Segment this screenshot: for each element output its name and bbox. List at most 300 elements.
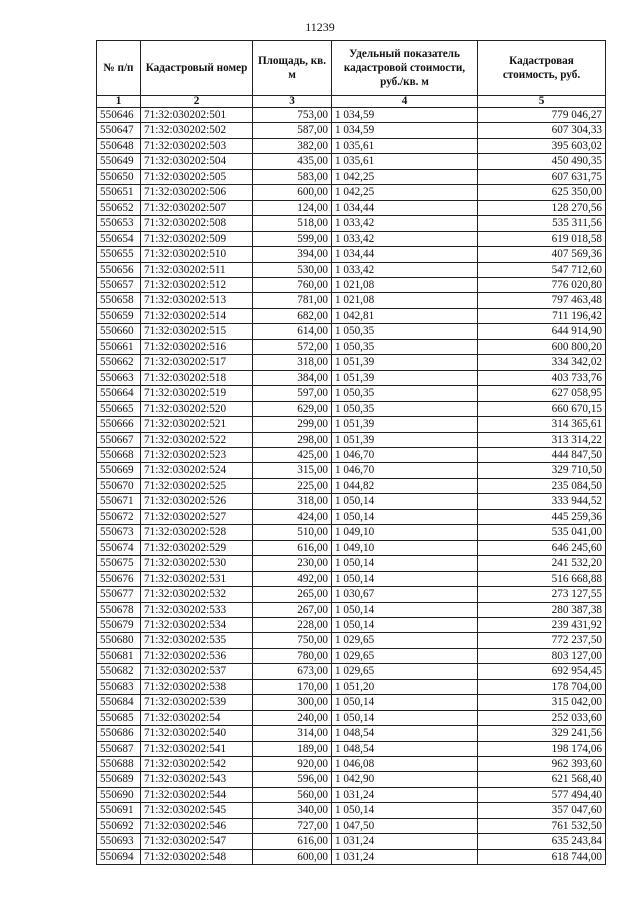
row-number: 550685: [97, 710, 141, 725]
table-row: [97, 478, 606, 493]
row-number: 550681: [97, 648, 141, 663]
table-row: [97, 262, 606, 277]
cost-value: 329 241,56: [478, 726, 606, 741]
rate-value: 1 048,54: [332, 741, 478, 756]
cadastral-number: 71:32:030202:534: [141, 617, 253, 632]
cost-value: 239 431,92: [478, 617, 606, 632]
row-number: 550661: [97, 339, 141, 354]
area-value: 228,00: [253, 617, 332, 632]
table-row: [97, 293, 606, 308]
area-value: 600,00: [253, 185, 332, 200]
cost-value: 403 733,76: [478, 370, 606, 385]
rate-value: 1 030,67: [332, 587, 478, 602]
cadastral-number: 71:32:030202:508: [141, 216, 253, 231]
row-number: 550686: [97, 726, 141, 741]
row-number: 550666: [97, 417, 141, 432]
table-row: [97, 247, 606, 262]
rate-value: 1 046,70: [332, 447, 478, 462]
rate-value: 1 046,08: [332, 757, 478, 772]
cadastral-number: 71:32:030202:522: [141, 432, 253, 447]
cadastral-number: 71:32:030202:539: [141, 695, 253, 710]
table-row: [97, 447, 606, 462]
cost-value: 547 712,60: [478, 262, 606, 277]
rate-value: 1 050,14: [332, 602, 478, 617]
cost-value: 803 127,00: [478, 648, 606, 663]
row-number: 550665: [97, 401, 141, 416]
area-value: 750,00: [253, 633, 332, 648]
table-row: [97, 216, 606, 231]
area-value: 560,00: [253, 787, 332, 802]
header-area: Площадь, кв. м: [253, 41, 332, 96]
area-value: 727,00: [253, 818, 332, 833]
header-rate: Удельный показатель кадастровой стоимости, руб./кв. м: [332, 41, 478, 96]
cost-value: 315 042,00: [478, 695, 606, 710]
rate-value: 1 031,24: [332, 834, 478, 849]
cost-value: 128 270,56: [478, 200, 606, 215]
area-value: 600,00: [253, 849, 332, 864]
row-number: 550670: [97, 478, 141, 493]
cadastral-number: 71:32:030202:527: [141, 509, 253, 524]
area-value: 267,00: [253, 602, 332, 617]
table-row: [97, 679, 606, 694]
rate-value: 1 050,35: [332, 339, 478, 354]
row-number: 550694: [97, 849, 141, 864]
rate-value: 1 033,42: [332, 262, 478, 277]
area-value: 265,00: [253, 587, 332, 602]
table-row: [97, 556, 606, 571]
cadastral-number: 71:32:030202:532: [141, 587, 253, 602]
cost-value: 535 041,00: [478, 525, 606, 540]
cadastral-number: 71:32:030202:501: [141, 108, 253, 123]
table-row: [97, 602, 606, 617]
rate-value: 1 031,24: [332, 849, 478, 864]
rate-value: 1 048,54: [332, 726, 478, 741]
row-number: 550657: [97, 277, 141, 292]
area-value: 572,00: [253, 339, 332, 354]
rate-value: 1 033,42: [332, 231, 478, 246]
rate-value: 1 050,14: [332, 695, 478, 710]
cadastral-number: 71:32:030202:519: [141, 386, 253, 401]
area-value: 583,00: [253, 169, 332, 184]
rate-value: 1 050,35: [332, 386, 478, 401]
area-value: 124,00: [253, 200, 332, 215]
cadastral-number: 71:32:030202:518: [141, 370, 253, 385]
rate-value: 1 050,14: [332, 556, 478, 571]
rate-value: 1 050,35: [332, 401, 478, 416]
area-value: 530,00: [253, 262, 332, 277]
cost-value: 619 018,58: [478, 231, 606, 246]
cadastral-number: 71:32:030202:529: [141, 540, 253, 555]
row-number: 550646: [97, 108, 141, 123]
cost-value: 797 463,48: [478, 293, 606, 308]
row-number: 550652: [97, 200, 141, 215]
cadastral-number: 71:32:030202:54: [141, 710, 253, 725]
row-number: 550649: [97, 154, 141, 169]
row-number: 550656: [97, 262, 141, 277]
rate-value: 1 049,10: [332, 540, 478, 555]
area-value: 189,00: [253, 741, 332, 756]
cadastral-number: 71:32:030202:526: [141, 494, 253, 509]
column-number: 2: [141, 96, 253, 108]
area-value: 170,00: [253, 679, 332, 694]
area-value: 240,00: [253, 710, 332, 725]
table-row: [97, 509, 606, 524]
table-row: [97, 571, 606, 586]
row-number: 550663: [97, 370, 141, 385]
cadastral-number: 71:32:030202:513: [141, 293, 253, 308]
area-value: 616,00: [253, 540, 332, 555]
cadastral-number: 71:32:030202:538: [141, 679, 253, 694]
area-value: 682,00: [253, 308, 332, 323]
cadastral-number: 71:32:030202:525: [141, 478, 253, 493]
cadastral-number: 71:32:030202:545: [141, 803, 253, 818]
header-num: № п/п: [97, 41, 141, 96]
cadastral-number: 71:32:030202:547: [141, 834, 253, 849]
cadastral-number: 71:32:030202:541: [141, 741, 253, 756]
cadastral-number: 71:32:030202:535: [141, 633, 253, 648]
cadastral-number: 71:32:030202:514: [141, 308, 253, 323]
column-number-row: [97, 96, 606, 108]
table-row: [97, 154, 606, 169]
table-row: [97, 525, 606, 540]
row-number: 550673: [97, 525, 141, 540]
cost-value: 178 704,00: [478, 679, 606, 694]
cadastral-number: 71:32:030202:507: [141, 200, 253, 215]
table-row: [97, 169, 606, 184]
row-number: 550676: [97, 571, 141, 586]
cadastral-number: 71:32:030202:504: [141, 154, 253, 169]
table-row: [97, 324, 606, 339]
area-value: 518,00: [253, 216, 332, 231]
rate-value: 1 034,59: [332, 108, 478, 123]
row-number: 550678: [97, 602, 141, 617]
area-value: 425,00: [253, 447, 332, 462]
area-value: 780,00: [253, 648, 332, 663]
table-row: [97, 123, 606, 138]
table-row: [97, 308, 606, 323]
table-row: [97, 370, 606, 385]
cadastral-number: 71:32:030202:517: [141, 355, 253, 370]
cost-value: 313 314,22: [478, 432, 606, 447]
rate-value: 1 042,81: [332, 308, 478, 323]
cadastral-number: 71:32:030202:505: [141, 169, 253, 184]
area-value: 596,00: [253, 772, 332, 787]
column-number: 5: [478, 96, 606, 108]
cost-value: 273 127,55: [478, 587, 606, 602]
cost-value: 635 243,84: [478, 834, 606, 849]
cost-value: 644 914,90: [478, 324, 606, 339]
table-row: [97, 695, 606, 710]
rate-value: 1 042,25: [332, 169, 478, 184]
cadastral-number: 71:32:030202:548: [141, 849, 253, 864]
row-number: 550668: [97, 447, 141, 462]
cost-value: 235 084,50: [478, 478, 606, 493]
header-cost: Кадастровая стоимость, руб.: [478, 41, 606, 96]
table-row: [97, 494, 606, 509]
rate-value: 1 051,39: [332, 432, 478, 447]
cadastral-table: [96, 40, 606, 865]
table-row: [97, 386, 606, 401]
rate-value: 1 035,61: [332, 154, 478, 169]
row-number: 550669: [97, 463, 141, 478]
cadastral-number: 71:32:030202:523: [141, 447, 253, 462]
header-cadastral: Кадастровый номер: [141, 41, 253, 96]
cost-value: 625 350,00: [478, 185, 606, 200]
cost-value: 535 311,56: [478, 216, 606, 231]
rate-value: 1 034,44: [332, 247, 478, 262]
cadastral-number: 71:32:030202:533: [141, 602, 253, 617]
rate-value: 1 050,14: [332, 617, 478, 632]
area-value: 597,00: [253, 386, 332, 401]
table-row: [97, 587, 606, 602]
row-number: 550674: [97, 540, 141, 555]
row-number: 550653: [97, 216, 141, 231]
cadastral-number: 71:32:030202:546: [141, 818, 253, 833]
row-number: 550679: [97, 617, 141, 632]
table-row: [97, 138, 606, 153]
column-number: 4: [332, 96, 478, 108]
rate-value: 1 042,90: [332, 772, 478, 787]
rate-value: 1 021,08: [332, 277, 478, 292]
row-number: 550692: [97, 818, 141, 833]
area-value: 315,00: [253, 463, 332, 478]
cadastral-number: 71:32:030202:515: [141, 324, 253, 339]
rate-value: 1 044,82: [332, 478, 478, 493]
cadastral-number: 71:32:030202:509: [141, 231, 253, 246]
area-value: 314,00: [253, 726, 332, 741]
table-row: [97, 185, 606, 200]
cost-value: 779 046,27: [478, 108, 606, 123]
rate-value: 1 051,39: [332, 417, 478, 432]
cadastral-number: 71:32:030202:524: [141, 463, 253, 478]
cadastral-number: 71:32:030202:503: [141, 138, 253, 153]
table-row: [97, 849, 606, 864]
row-number: 550683: [97, 679, 141, 694]
cost-value: 444 847,50: [478, 447, 606, 462]
table-row: [97, 664, 606, 679]
cadastral-number: 71:32:030202:537: [141, 664, 253, 679]
column-number: 1: [97, 96, 141, 108]
cadastral-number: 71:32:030202:502: [141, 123, 253, 138]
table-row: [97, 617, 606, 632]
row-number: 550680: [97, 633, 141, 648]
row-number: 550664: [97, 386, 141, 401]
row-number: 550691: [97, 803, 141, 818]
table-row: [97, 339, 606, 354]
rate-value: 1 050,35: [332, 324, 478, 339]
rate-value: 1 051,39: [332, 355, 478, 370]
rate-value: 1 050,14: [332, 509, 478, 524]
rate-value: 1 021,08: [332, 293, 478, 308]
row-number: 550684: [97, 695, 141, 710]
row-number: 550688: [97, 757, 141, 772]
table-row: [97, 726, 606, 741]
table-row: [97, 772, 606, 787]
table-row: [97, 787, 606, 802]
cost-value: 692 954,45: [478, 664, 606, 679]
row-number: 550660: [97, 324, 141, 339]
cadastral-number: 71:32:030202:542: [141, 757, 253, 772]
rate-value: 1 051,20: [332, 679, 478, 694]
row-number: 550667: [97, 432, 141, 447]
cost-value: 280 387,38: [478, 602, 606, 617]
column-number: 3: [253, 96, 332, 108]
table-row: [97, 710, 606, 725]
area-value: 298,00: [253, 432, 332, 447]
cadastral-number: 71:32:030202:540: [141, 726, 253, 741]
area-value: 318,00: [253, 494, 332, 509]
cost-value: 445 259,36: [478, 509, 606, 524]
cadastral-number: 71:32:030202:531: [141, 571, 253, 586]
cost-value: 314 365,61: [478, 417, 606, 432]
row-number: 550687: [97, 741, 141, 756]
cadastral-number: 71:32:030202:511: [141, 262, 253, 277]
table-row: [97, 834, 606, 849]
rate-value: 1 050,14: [332, 494, 478, 509]
cadastral-number: 71:32:030202:528: [141, 525, 253, 540]
cadastral-number: 71:32:030202:544: [141, 787, 253, 802]
cost-value: 357 047,60: [478, 803, 606, 818]
area-value: 614,00: [253, 324, 332, 339]
rate-value: 1 050,14: [332, 710, 478, 725]
cost-value: 516 668,88: [478, 571, 606, 586]
page-number: 11239: [305, 20, 335, 34]
row-number: 550651: [97, 185, 141, 200]
rate-value: 1 034,44: [332, 200, 478, 215]
rate-value: 1 049,10: [332, 525, 478, 540]
row-number: 550658: [97, 293, 141, 308]
cost-value: 618 744,00: [478, 849, 606, 864]
row-number: 550689: [97, 772, 141, 787]
cadastral-number: 71:32:030202:516: [141, 339, 253, 354]
rate-value: 1 047,50: [332, 818, 478, 833]
table-header-row: [97, 41, 606, 96]
rate-value: 1 050,14: [332, 803, 478, 818]
area-value: 435,00: [253, 154, 332, 169]
rate-value: 1 050,14: [332, 571, 478, 586]
row-number: 550693: [97, 834, 141, 849]
row-number: 550655: [97, 247, 141, 262]
area-value: 587,00: [253, 123, 332, 138]
area-value: 629,00: [253, 401, 332, 416]
table-row: [97, 648, 606, 663]
area-value: 920,00: [253, 757, 332, 772]
table-row: [97, 277, 606, 292]
area-value: 230,00: [253, 556, 332, 571]
area-value: 492,00: [253, 571, 332, 586]
area-value: 225,00: [253, 478, 332, 493]
cost-value: 252 033,60: [478, 710, 606, 725]
cost-value: 660 670,15: [478, 401, 606, 416]
area-value: 781,00: [253, 293, 332, 308]
area-value: 760,00: [253, 277, 332, 292]
cost-value: 646 245,60: [478, 540, 606, 555]
cost-value: 772 237,50: [478, 633, 606, 648]
cost-value: 407 569,36: [478, 247, 606, 262]
table-row: [97, 818, 606, 833]
table-row: [97, 108, 606, 123]
area-value: 318,00: [253, 355, 332, 370]
area-value: 299,00: [253, 417, 332, 432]
cost-value: 711 196,42: [478, 308, 606, 323]
cost-value: 241 532,20: [478, 556, 606, 571]
area-value: 394,00: [253, 247, 332, 262]
rate-value: 1 046,70: [332, 463, 478, 478]
table-row: [97, 540, 606, 555]
row-number: 550682: [97, 664, 141, 679]
area-value: 753,00: [253, 108, 332, 123]
cost-value: 607 304,33: [478, 123, 606, 138]
row-number: 550659: [97, 308, 141, 323]
row-number: 550647: [97, 123, 141, 138]
row-number: 550671: [97, 494, 141, 509]
row-number: 550662: [97, 355, 141, 370]
area-value: 382,00: [253, 138, 332, 153]
cadastral-number: 71:32:030202:520: [141, 401, 253, 416]
table-row: [97, 757, 606, 772]
table-row: [97, 417, 606, 432]
rate-value: 1 051,39: [332, 370, 478, 385]
cost-value: 395 603,02: [478, 138, 606, 153]
rate-value: 1 034,59: [332, 123, 478, 138]
area-value: 673,00: [253, 664, 332, 679]
cost-value: 600 800,20: [478, 339, 606, 354]
cadastral-number: 71:32:030202:543: [141, 772, 253, 787]
area-value: 300,00: [253, 695, 332, 710]
cost-value: 329 710,50: [478, 463, 606, 478]
cost-value: 198 174,06: [478, 741, 606, 756]
area-value: 340,00: [253, 803, 332, 818]
cadastral-number: 71:32:030202:512: [141, 277, 253, 292]
cadastral-number: 71:32:030202:506: [141, 185, 253, 200]
rate-value: 1 029,65: [332, 633, 478, 648]
area-value: 616,00: [253, 834, 332, 849]
rate-value: 1 031,24: [332, 787, 478, 802]
rate-value: 1 035,61: [332, 138, 478, 153]
cost-value: 621 568,40: [478, 772, 606, 787]
rate-value: 1 042,25: [332, 185, 478, 200]
table-row: [97, 355, 606, 370]
cost-value: 577 494,40: [478, 787, 606, 802]
cost-value: 761 532,50: [478, 818, 606, 833]
row-number: 550650: [97, 169, 141, 184]
rate-value: 1 033,42: [332, 216, 478, 231]
cadastral-number: 71:32:030202:521: [141, 417, 253, 432]
cost-value: 776 020,80: [478, 277, 606, 292]
area-value: 384,00: [253, 370, 332, 385]
cadastral-number: 71:32:030202:530: [141, 556, 253, 571]
rate-value: 1 029,65: [332, 664, 478, 679]
cost-value: 450 490,35: [478, 154, 606, 169]
table-row: [97, 401, 606, 416]
area-value: 510,00: [253, 525, 332, 540]
area-value: 599,00: [253, 231, 332, 246]
row-number: 550654: [97, 231, 141, 246]
row-number: 550648: [97, 138, 141, 153]
cost-value: 962 393,60: [478, 757, 606, 772]
row-number: 550672: [97, 509, 141, 524]
area-value: 424,00: [253, 509, 332, 524]
cost-value: 333 944,52: [478, 494, 606, 509]
table-row: [97, 463, 606, 478]
row-number: 550690: [97, 787, 141, 802]
cost-value: 627 058,95: [478, 386, 606, 401]
cost-value: 334 342,02: [478, 355, 606, 370]
table-row: [97, 432, 606, 447]
table-row: [97, 200, 606, 215]
cost-value: 607 631,75: [478, 169, 606, 184]
cadastral-number: 71:32:030202:510: [141, 247, 253, 262]
